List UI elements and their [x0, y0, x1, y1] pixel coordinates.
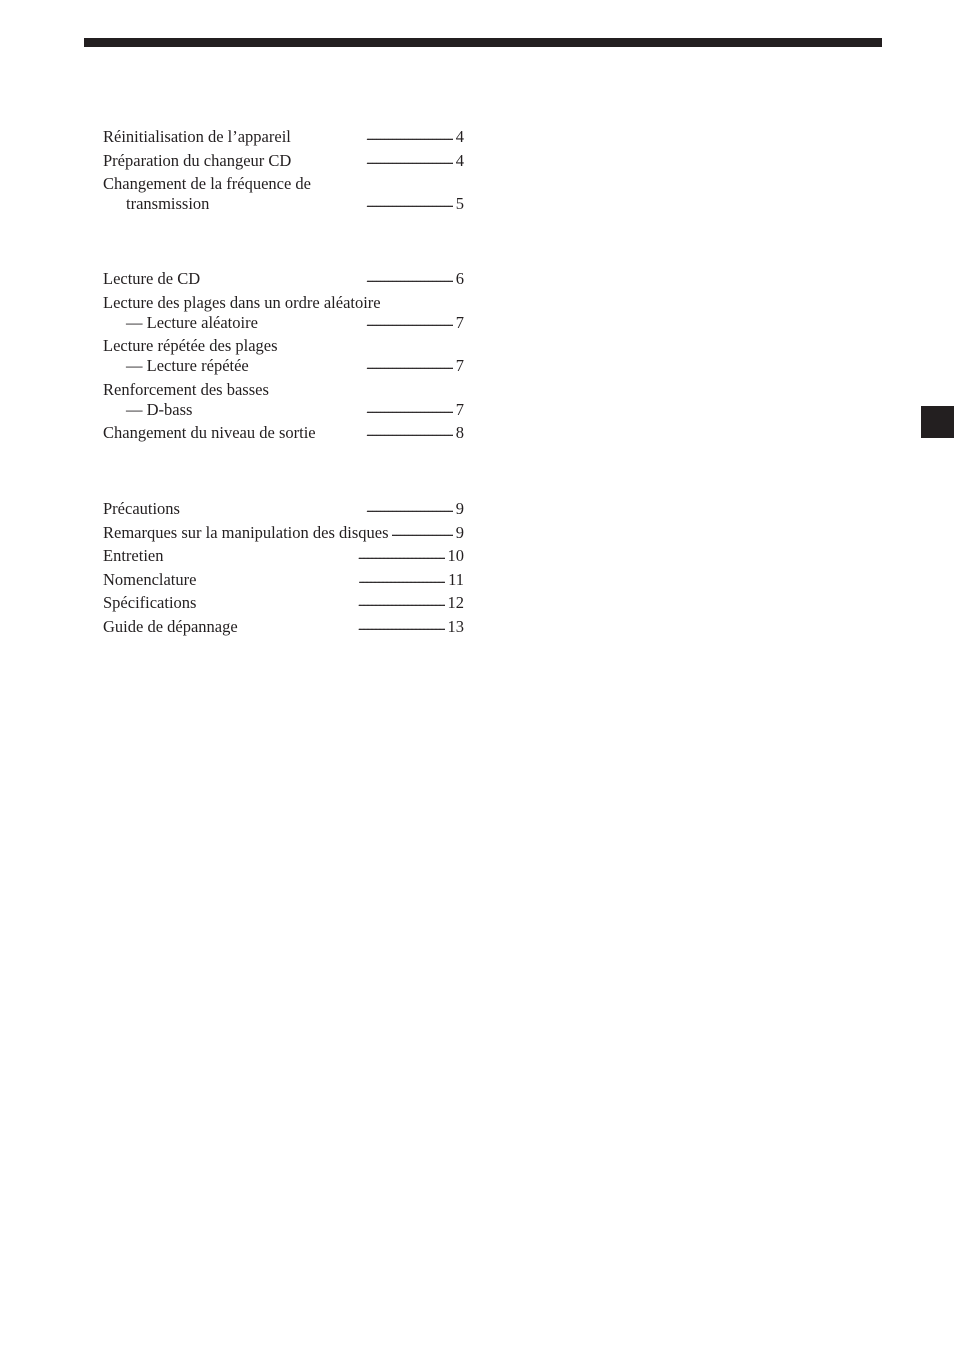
toc-entry-title: Préparation du changeur CD: [103, 150, 292, 170]
dot-leader: [392, 524, 453, 538]
toc-section-3: [103, 499, 464, 641]
toc-entry-title: Réinitialisation de l’appareil: [103, 127, 291, 146]
toc-entry[interactable]: [103, 423, 464, 443]
toc-entry[interactable]: [103, 546, 464, 566]
toc-page-number: 6: [455, 269, 464, 288]
toc-page-number: 11: [448, 569, 464, 589]
header-rule: [84, 38, 882, 47]
toc-entry-subtitle: — D-bass: [126, 399, 193, 419]
toc-entry[interactable]: [103, 127, 464, 147]
toc-entry-title: Nomenclature: [103, 569, 197, 589]
dot-leader: [294, 128, 453, 142]
toc-entry[interactable]: [103, 151, 464, 171]
toc-section-1: [103, 127, 464, 218]
toc-entry[interactable]: [103, 293, 464, 333]
dot-leader: [166, 547, 444, 561]
toc-entry-subtitle: transmission: [126, 194, 210, 214]
dot-leader: [252, 357, 453, 371]
toc-entry-title: Précautions: [103, 499, 180, 518]
toc-entry[interactable]: [103, 174, 464, 214]
dot-leader: [261, 314, 453, 328]
section-tab-marker: [921, 406, 954, 438]
toc-entry-title: Spécifications: [103, 593, 197, 613]
toc-entry[interactable]: [103, 336, 464, 376]
toc-entry-title: Lecture de CD: [103, 269, 201, 288]
toc-page-number: 9: [455, 522, 464, 542]
toc-entry-title: Entretien: [103, 546, 164, 566]
toc-page-number: 4: [455, 127, 464, 146]
toc-section-2: [103, 269, 464, 447]
dot-leader: [195, 401, 452, 415]
toc-entry-title: Lecture répétée des plages: [103, 336, 278, 356]
toc-page-number: 7: [455, 399, 464, 419]
dot-leader: [203, 270, 453, 284]
toc-entry[interactable]: [103, 570, 464, 590]
dot-leader: [294, 152, 452, 166]
toc-entry-title: Remarques sur la manipulation des disques: [103, 522, 389, 542]
toc-page-number: 8: [455, 423, 464, 443]
toc-page-number: 9: [455, 499, 464, 518]
toc-page-number: 5: [455, 194, 464, 214]
toc-page-number: 7: [455, 312, 464, 332]
toc-page-number: 12: [447, 593, 464, 613]
toc-page-number: 10: [447, 546, 464, 566]
toc-entry-subtitle: — Lecture aléatoire: [126, 312, 258, 332]
toc-entry[interactable]: [103, 593, 464, 613]
dot-leader: [199, 571, 445, 585]
dot-leader: [319, 424, 453, 438]
toc-entry-title: Lecture des plages dans un ordre aléatoire: [103, 292, 381, 312]
toc-entry-title: Guide de dépannage: [103, 616, 238, 636]
toc-entry[interactable]: [103, 523, 464, 543]
toc-page-number: 7: [455, 356, 464, 376]
toc-entry-title: Changement du niveau de sortie: [103, 423, 316, 443]
dot-leader: [212, 195, 452, 209]
dot-leader: [241, 618, 445, 632]
dot-leader: [183, 500, 453, 514]
toc-entry[interactable]: [103, 499, 464, 519]
toc-entry-subtitle: — Lecture répétée: [126, 356, 249, 376]
dot-leader: [199, 594, 444, 608]
toc-entry[interactable]: [103, 269, 464, 289]
toc-page-number: 13: [447, 616, 464, 636]
toc-entry[interactable]: [103, 617, 464, 637]
toc-page-number: 4: [455, 150, 464, 170]
toc-entry-title: Changement de la fréquence de: [103, 174, 311, 194]
toc-entry[interactable]: [103, 380, 464, 420]
toc-entry-title: Renforcement des basses: [103, 379, 269, 399]
